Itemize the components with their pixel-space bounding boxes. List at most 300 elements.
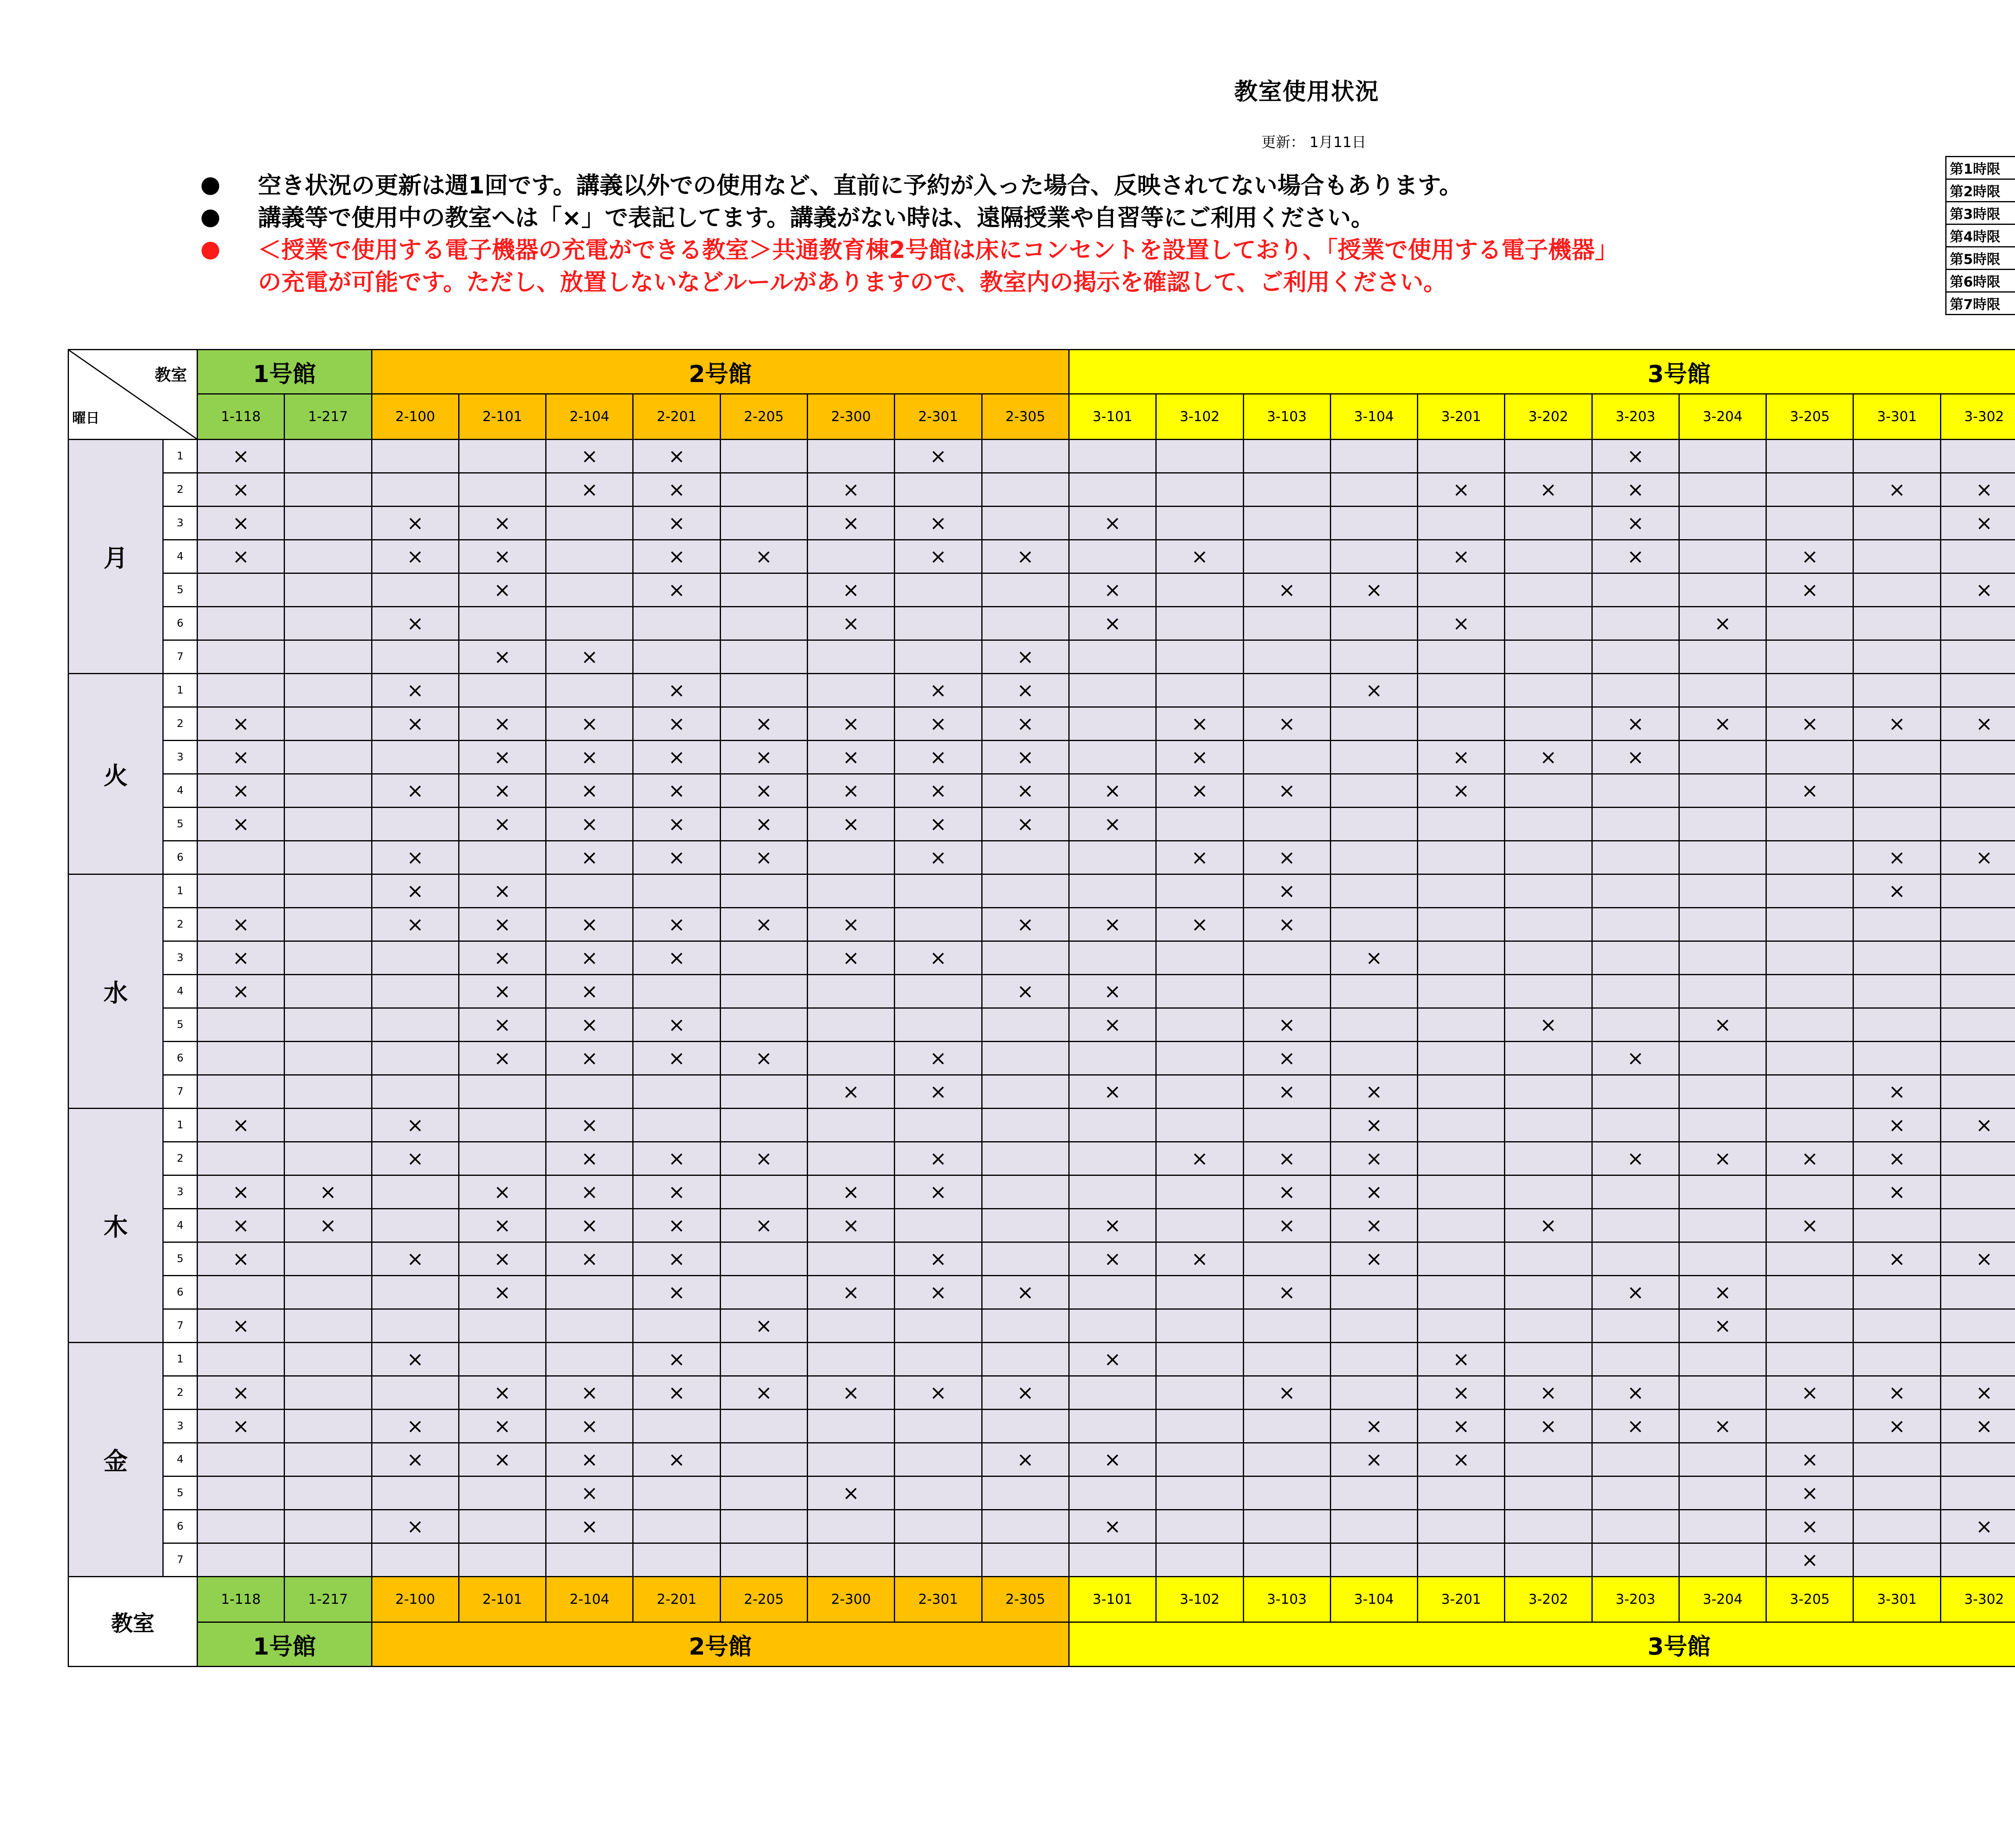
vacant-cell xyxy=(1679,808,1766,841)
period-time-table xyxy=(1945,156,2015,315)
period-number: 2 xyxy=(163,707,197,741)
vacant-cell xyxy=(1156,1075,1243,1109)
occupied-mark: × xyxy=(1243,841,1330,874)
occupied-mark: × xyxy=(807,1376,894,1410)
occupied-mark: × xyxy=(1592,1142,1679,1175)
vacant-cell xyxy=(1766,473,1853,507)
vacant-cell xyxy=(1243,440,1330,473)
occupied-mark: × xyxy=(1156,540,1243,573)
occupied-mark: × xyxy=(982,540,1069,573)
vacant-cell xyxy=(197,874,285,908)
occupied-mark: × xyxy=(807,1075,894,1109)
occupied-mark: × xyxy=(1766,1443,1853,1476)
footer-room-label: 教室 xyxy=(69,1577,197,1667)
vacant-cell xyxy=(459,1075,546,1109)
occupied-mark: × xyxy=(633,1008,720,1042)
occupied-mark: × xyxy=(1940,1242,2015,1276)
vacant-cell xyxy=(1940,1042,2015,1075)
vacant-cell xyxy=(1243,473,1330,507)
vacant-cell xyxy=(1156,874,1243,908)
vacant-cell xyxy=(285,1008,372,1042)
vacant-cell xyxy=(1592,1309,1679,1343)
occupied-mark: × xyxy=(372,1343,459,1376)
occupied-mark: × xyxy=(1418,473,1505,507)
vacant-cell xyxy=(1940,1443,2015,1476)
vacant-cell xyxy=(459,1510,546,1543)
vacant-cell xyxy=(1069,1309,1156,1343)
occupied-mark: × xyxy=(459,741,546,774)
vacant-cell xyxy=(546,573,633,607)
occupied-mark: × xyxy=(1069,1209,1156,1242)
vacant-cell xyxy=(372,1543,459,1577)
vacant-cell xyxy=(1330,640,1417,674)
occupied-mark: × xyxy=(372,774,459,808)
occupied-mark: × xyxy=(633,908,720,941)
period-number: 2 xyxy=(163,473,197,507)
occupied-mark: × xyxy=(1243,1008,1330,1042)
vacant-cell xyxy=(285,975,372,1008)
vacant-cell xyxy=(720,1175,807,1209)
occupied-mark: × xyxy=(372,1510,459,1543)
vacant-cell xyxy=(285,941,372,975)
vacant-cell xyxy=(1069,1276,1156,1309)
vacant-cell xyxy=(720,1543,807,1577)
vacant-cell xyxy=(1418,1109,1505,1142)
schedule-row xyxy=(69,674,2015,707)
vacant-cell xyxy=(459,674,546,707)
vacant-cell xyxy=(1592,774,1679,808)
vacant-cell xyxy=(459,473,546,507)
occupied-mark: × xyxy=(197,908,285,941)
occupied-mark: × xyxy=(807,908,894,941)
building-header-row xyxy=(69,350,2015,394)
bullet-icon xyxy=(202,177,219,195)
vacant-cell xyxy=(1766,1075,1853,1109)
vacant-cell xyxy=(982,1142,1069,1175)
occupied-mark: × xyxy=(982,975,1069,1008)
vacant-cell xyxy=(1592,808,1679,841)
occupied-mark: × xyxy=(1243,1075,1330,1109)
occupied-mark: × xyxy=(982,1276,1069,1309)
vacant-cell xyxy=(1330,874,1417,908)
vacant-cell xyxy=(1592,874,1679,908)
vacant-cell xyxy=(1592,1075,1679,1109)
occupied-mark: × xyxy=(1766,1376,1853,1410)
period-number: 3 xyxy=(163,741,197,774)
occupied-mark: × xyxy=(372,1443,459,1476)
vacant-cell xyxy=(1156,1510,1243,1543)
vacant-cell xyxy=(1243,507,1330,540)
vacant-cell xyxy=(895,1510,982,1543)
vacant-cell xyxy=(1418,1209,1505,1242)
occupied-mark: × xyxy=(1679,1276,1766,1309)
vacant-cell xyxy=(1156,440,1243,473)
vacant-cell xyxy=(1853,908,1940,941)
period-number: 4 xyxy=(163,1443,197,1476)
vacant-cell xyxy=(1940,674,2015,707)
occupied-mark: × xyxy=(197,1410,285,1443)
vacant-cell xyxy=(895,975,982,1008)
vacant-cell xyxy=(982,1008,1069,1042)
occupied-mark: × xyxy=(197,941,285,975)
occupied-mark: × xyxy=(1243,707,1330,741)
occupied-mark: × xyxy=(459,1042,546,1075)
vacant-cell xyxy=(720,473,807,507)
vacant-cell xyxy=(1156,1376,1243,1410)
vacant-cell xyxy=(459,1309,546,1343)
occupied-mark: × xyxy=(1505,1410,1592,1443)
occupied-mark: × xyxy=(546,1109,633,1142)
vacant-cell xyxy=(1330,607,1417,640)
occupied-mark: × xyxy=(895,941,982,975)
occupied-mark: × xyxy=(1243,908,1330,941)
vacant-cell xyxy=(1679,1175,1766,1209)
vacant-cell xyxy=(1679,1075,1766,1109)
vacant-cell xyxy=(895,1443,982,1476)
occupied-mark: × xyxy=(1853,1242,1940,1276)
occupied-mark: × xyxy=(982,741,1069,774)
occupied-mark: × xyxy=(285,1209,372,1242)
notice-item-charging-continued xyxy=(193,266,1618,298)
occupied-mark: × xyxy=(1592,473,1679,507)
vacant-cell xyxy=(807,1142,894,1175)
occupied-mark: × xyxy=(807,507,894,540)
schedule-row xyxy=(69,1510,2015,1543)
vacant-cell xyxy=(1156,1042,1243,1075)
vacant-cell xyxy=(459,1109,546,1142)
period-number: 6 xyxy=(163,1042,197,1075)
vacant-cell xyxy=(1505,1109,1592,1142)
period-number: 2 xyxy=(163,1376,197,1410)
vacant-cell xyxy=(1156,1443,1243,1476)
occupied-mark: × xyxy=(285,1175,372,1209)
room-2-300: 2-300 xyxy=(807,1577,894,1622)
occupied-mark: × xyxy=(1069,607,1156,640)
vacant-cell xyxy=(1853,573,1940,607)
vacant-cell xyxy=(720,874,807,908)
period-label: 第1時限 xyxy=(1946,157,2015,179)
vacant-cell xyxy=(285,440,372,473)
schedule-row xyxy=(69,607,2015,640)
vacant-cell xyxy=(1243,1242,1330,1276)
vacant-cell xyxy=(895,473,982,507)
vacant-cell xyxy=(807,975,894,1008)
occupied-mark: × xyxy=(1766,1142,1853,1175)
vacant-cell xyxy=(1505,707,1592,741)
vacant-cell xyxy=(1853,741,1940,774)
vacant-cell xyxy=(1679,1343,1766,1376)
occupied-mark: × xyxy=(372,1142,459,1175)
vacant-cell xyxy=(1940,808,2015,841)
occupied-mark: × xyxy=(982,774,1069,808)
occupied-mark: × xyxy=(1418,774,1505,808)
vacant-cell xyxy=(1069,1142,1156,1175)
vacant-cell xyxy=(1069,741,1156,774)
vacant-cell xyxy=(1156,1175,1243,1209)
occupied-mark: × xyxy=(807,808,894,841)
vacant-cell xyxy=(1853,1443,1940,1476)
occupied-mark: × xyxy=(1505,473,1592,507)
vacant-cell xyxy=(1156,674,1243,707)
occupied-mark: × xyxy=(1940,573,2015,607)
vacant-cell xyxy=(1243,1543,1330,1577)
vacant-cell xyxy=(982,1109,1069,1142)
occupied-mark: × xyxy=(807,941,894,975)
vacant-cell xyxy=(1940,640,2015,674)
occupied-mark: × xyxy=(1156,1142,1243,1175)
vacant-cell xyxy=(1069,941,1156,975)
occupied-mark: × xyxy=(720,741,807,774)
vacant-cell xyxy=(720,440,807,473)
occupied-mark: × xyxy=(372,674,459,707)
occupied-mark: × xyxy=(633,1443,720,1476)
occupied-mark: × xyxy=(1069,1008,1156,1042)
occupied-mark: × xyxy=(197,1309,285,1343)
occupied-mark: × xyxy=(546,975,633,1008)
vacant-cell xyxy=(807,1042,894,1075)
vacant-cell xyxy=(1940,607,2015,640)
occupied-mark: × xyxy=(1418,540,1505,573)
room-header-row xyxy=(69,394,2015,440)
vacant-cell xyxy=(982,1175,1069,1209)
vacant-cell xyxy=(1505,1175,1592,1209)
vacant-cell xyxy=(807,674,894,707)
vacant-cell xyxy=(1679,941,1766,975)
occupied-mark: × xyxy=(895,507,982,540)
vacant-cell xyxy=(1766,874,1853,908)
occupied-mark: × xyxy=(459,1209,546,1242)
occupied-mark: × xyxy=(895,1376,982,1410)
occupied-mark: × xyxy=(1679,707,1766,741)
occupied-mark: × xyxy=(633,573,720,607)
vacant-cell xyxy=(1592,1510,1679,1543)
occupied-mark: × xyxy=(720,1209,807,1242)
vacant-cell xyxy=(1330,908,1417,941)
occupied-mark: × xyxy=(633,1276,720,1309)
occupied-mark: × xyxy=(459,941,546,975)
vacant-cell xyxy=(1592,1476,1679,1510)
vacant-cell xyxy=(1853,1309,1940,1343)
vacant-cell xyxy=(807,874,894,908)
vacant-cell xyxy=(1330,1343,1417,1376)
vacant-cell xyxy=(1679,741,1766,774)
vacant-cell xyxy=(633,1476,720,1510)
vacant-cell xyxy=(1766,1008,1853,1042)
vacant-cell xyxy=(197,1510,285,1543)
occupied-mark: × xyxy=(633,1042,720,1075)
schedule-row xyxy=(69,841,2015,874)
vacant-cell xyxy=(1418,808,1505,841)
occupied-mark: × xyxy=(807,1476,894,1510)
schedule-row xyxy=(69,1109,2015,1142)
vacant-cell xyxy=(982,841,1069,874)
occupied-mark: × xyxy=(372,607,459,640)
vacant-cell xyxy=(1330,1008,1417,1042)
occupied-mark: × xyxy=(1853,874,1940,908)
vacant-cell xyxy=(197,573,285,607)
schedule-row xyxy=(69,707,2015,741)
vacant-cell xyxy=(1243,808,1330,841)
period-number: 7 xyxy=(163,1309,197,1343)
vacant-cell xyxy=(1069,640,1156,674)
vacant-cell xyxy=(197,1476,285,1510)
vacant-cell xyxy=(633,640,720,674)
vacant-cell xyxy=(1679,1510,1766,1543)
occupied-mark: × xyxy=(1940,473,2015,507)
occupied-mark: × xyxy=(633,741,720,774)
vacant-cell xyxy=(633,1309,720,1343)
vacant-cell xyxy=(546,1276,633,1309)
vacant-cell xyxy=(807,1443,894,1476)
occupied-mark: × xyxy=(197,1242,285,1276)
occupied-mark: × xyxy=(633,941,720,975)
building-1-header: 1号館 xyxy=(197,350,372,394)
occupied-mark: × xyxy=(546,473,633,507)
vacant-cell xyxy=(1679,507,1766,540)
building-3-header: 3号館 xyxy=(1069,350,2015,394)
vacant-cell xyxy=(895,1109,982,1142)
vacant-cell xyxy=(459,841,546,874)
vacant-cell xyxy=(1853,774,1940,808)
occupied-mark: × xyxy=(1853,473,1940,507)
occupied-mark: × xyxy=(1156,908,1243,941)
occupied-mark: × xyxy=(633,540,720,573)
occupied-mark: × xyxy=(1853,707,1940,741)
vacant-cell xyxy=(1156,941,1243,975)
occupied-mark: × xyxy=(1592,1042,1679,1075)
occupied-mark: × xyxy=(1940,1109,2015,1142)
vacant-cell xyxy=(1418,674,1505,707)
occupied-mark: × xyxy=(1156,774,1243,808)
vacant-cell xyxy=(895,607,982,640)
occupied-mark: × xyxy=(1069,908,1156,941)
vacant-cell xyxy=(285,640,372,674)
vacant-cell xyxy=(1069,841,1156,874)
vacant-cell xyxy=(1418,573,1505,607)
room-2-101: 2-101 xyxy=(459,1577,546,1622)
period-number: 3 xyxy=(163,1410,197,1443)
vacant-cell xyxy=(1505,841,1592,874)
occupied-mark: × xyxy=(633,1343,720,1376)
vacant-cell xyxy=(1069,1410,1156,1443)
vacant-cell xyxy=(1766,908,1853,941)
period-number: 3 xyxy=(163,941,197,975)
occupied-mark: × xyxy=(1156,841,1243,874)
vacant-cell xyxy=(1505,808,1592,841)
occupied-mark: × xyxy=(197,707,285,741)
occupied-mark: × xyxy=(546,1476,633,1510)
occupied-mark: × xyxy=(546,808,633,841)
vacant-cell xyxy=(546,874,633,908)
vacant-cell xyxy=(1679,1543,1766,1577)
occupied-mark: × xyxy=(895,1276,982,1309)
vacant-cell xyxy=(895,1476,982,1510)
page-title: 教室使用状況 xyxy=(1234,78,1379,105)
room-header-row xyxy=(69,1577,2015,1622)
occupied-mark: × xyxy=(1766,774,1853,808)
schedule-row xyxy=(69,440,2015,473)
room-2-100: 2-100 xyxy=(372,1577,459,1622)
vacant-cell xyxy=(1940,1008,2015,1042)
room-3-103: 3-103 xyxy=(1243,1577,1330,1622)
vacant-cell xyxy=(372,975,459,1008)
vacant-cell xyxy=(1853,975,1940,1008)
vacant-cell xyxy=(1853,1042,1940,1075)
schedule-row xyxy=(69,1543,2015,1577)
occupied-mark: × xyxy=(459,1410,546,1443)
occupied-mark: × xyxy=(459,573,546,607)
occupied-mark: × xyxy=(1069,507,1156,540)
vacant-cell xyxy=(1243,1309,1330,1343)
vacant-cell xyxy=(982,1209,1069,1242)
occupied-mark: × xyxy=(372,540,459,573)
vacant-cell xyxy=(1679,1109,1766,1142)
occupied-mark: × xyxy=(1505,1209,1592,1242)
occupied-mark: × xyxy=(546,941,633,975)
vacant-cell xyxy=(1766,440,1853,473)
vacant-cell xyxy=(982,473,1069,507)
occupied-mark: × xyxy=(1505,1008,1592,1042)
vacant-cell xyxy=(1156,1309,1243,1343)
vacant-cell xyxy=(1940,1209,2015,1242)
occupied-mark: × xyxy=(895,440,982,473)
vacant-cell xyxy=(982,573,1069,607)
vacant-cell xyxy=(1766,1410,1853,1443)
occupied-mark: × xyxy=(1069,1075,1156,1109)
vacant-cell xyxy=(1592,1175,1679,1209)
vacant-cell xyxy=(285,1309,372,1343)
occupied-mark: × xyxy=(1156,1242,1243,1276)
vacant-cell xyxy=(1156,607,1243,640)
occupied-mark: × xyxy=(546,1242,633,1276)
occupied-mark: × xyxy=(197,507,285,540)
occupied-mark: × xyxy=(807,573,894,607)
vacant-cell xyxy=(720,941,807,975)
vacant-cell xyxy=(1243,741,1330,774)
vacant-cell xyxy=(459,440,546,473)
occupied-mark: × xyxy=(895,1175,982,1209)
occupied-mark: × xyxy=(1418,1410,1505,1443)
occupied-mark: × xyxy=(197,975,285,1008)
period-row xyxy=(1946,247,2015,270)
vacant-cell xyxy=(720,507,807,540)
occupied-mark: × xyxy=(459,1008,546,1042)
occupied-mark: × xyxy=(1853,1376,1940,1410)
occupied-mark: × xyxy=(720,540,807,573)
vacant-cell xyxy=(1592,1242,1679,1276)
vacant-cell xyxy=(982,1309,1069,1343)
corner-day-label: 曜日 xyxy=(72,410,100,426)
vacant-cell xyxy=(895,640,982,674)
vacant-cell xyxy=(1330,440,1417,473)
occupied-mark: × xyxy=(982,1376,1069,1410)
room-3-201: 3-201 xyxy=(1418,1577,1505,1622)
occupied-mark: × xyxy=(1330,941,1417,975)
occupied-mark: × xyxy=(895,540,982,573)
vacant-cell xyxy=(1940,741,2015,774)
vacant-cell xyxy=(1766,640,1853,674)
occupied-mark: × xyxy=(720,1376,807,1410)
vacant-cell xyxy=(1330,808,1417,841)
occupied-mark: × xyxy=(982,707,1069,741)
vacant-cell xyxy=(1940,941,2015,975)
vacant-cell xyxy=(1069,473,1156,507)
schedule-row xyxy=(69,1476,2015,1510)
vacant-cell xyxy=(1418,1543,1505,1577)
occupied-mark: × xyxy=(633,507,720,540)
occupied-mark: × xyxy=(197,808,285,841)
vacant-cell xyxy=(720,1443,807,1476)
